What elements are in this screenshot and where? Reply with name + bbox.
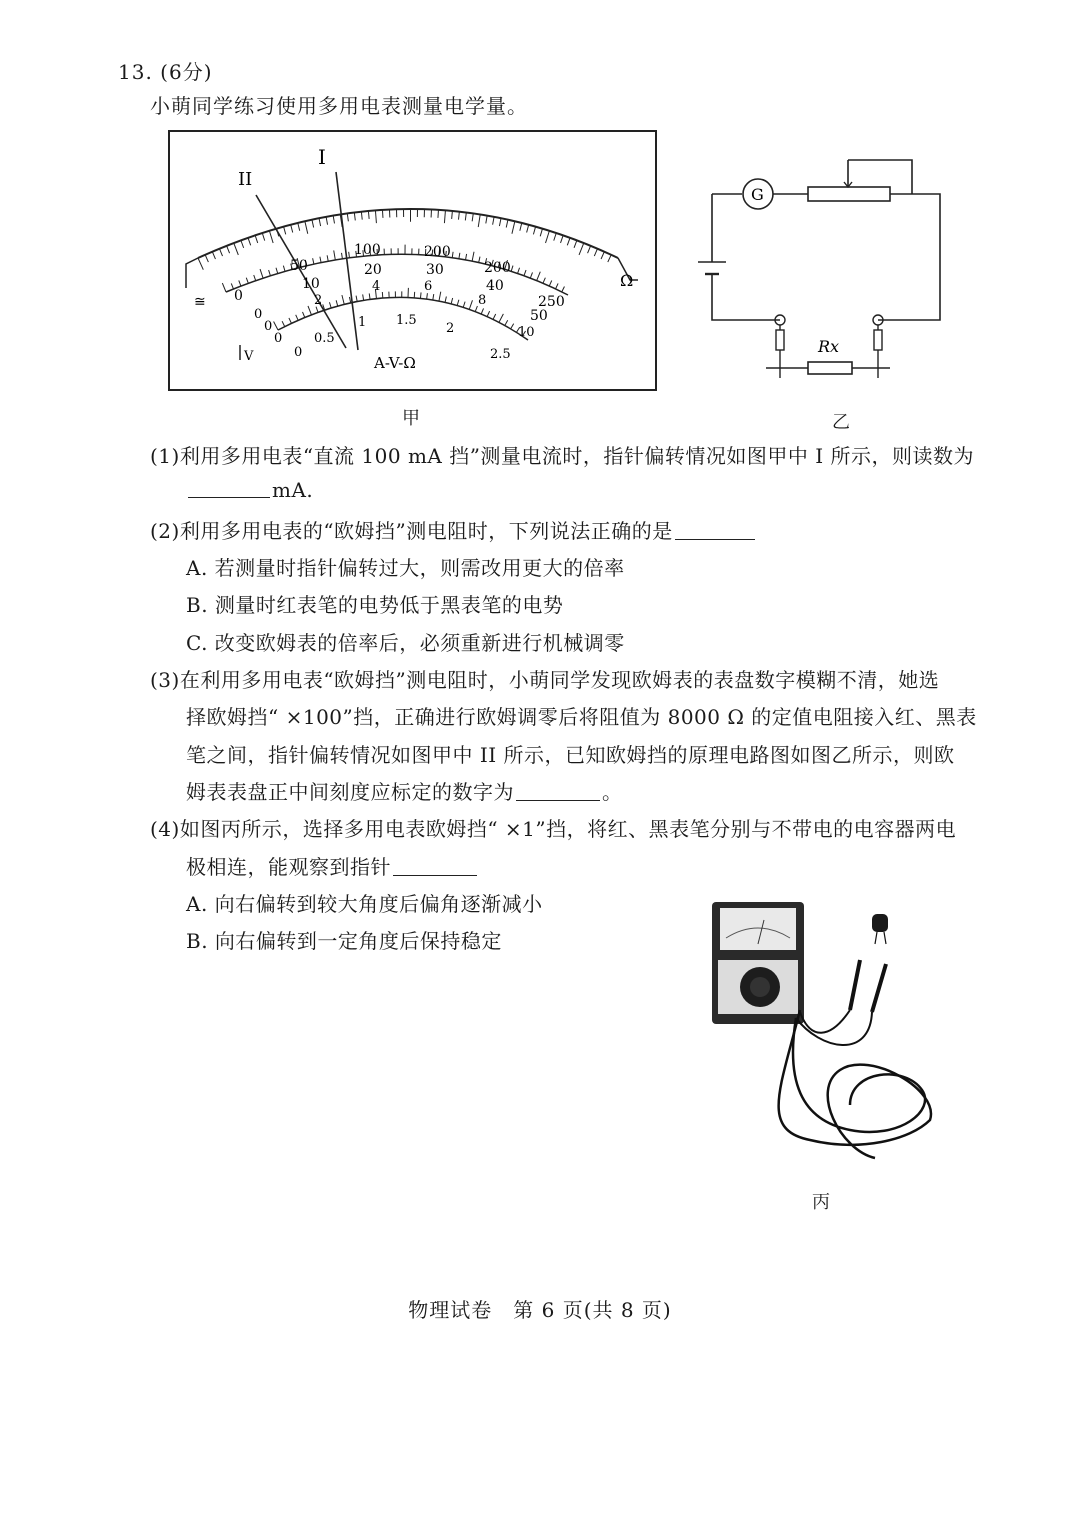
probe-2 xyxy=(872,964,886,1012)
dial-tick xyxy=(276,268,278,274)
ohm-label-250: 250 xyxy=(538,294,565,310)
dial-tick xyxy=(329,302,331,308)
dial-tick xyxy=(303,312,305,318)
dial-tick xyxy=(518,268,520,274)
dial-tick xyxy=(336,300,338,306)
dial-tick xyxy=(511,266,513,272)
dial-tick xyxy=(291,225,293,233)
part3-line4 xyxy=(186,776,623,805)
dial-tick xyxy=(588,246,591,253)
dial-tick xyxy=(608,255,611,262)
dial-tick xyxy=(594,249,597,256)
dial-tick xyxy=(298,223,300,231)
dial-tick xyxy=(342,253,343,259)
dial-tick xyxy=(444,210,445,223)
dial-tick xyxy=(561,235,564,243)
mid-label-30: 30 xyxy=(426,262,444,278)
dial-tick xyxy=(342,295,344,304)
mid-label-20: 20 xyxy=(364,262,382,278)
dial-tick xyxy=(452,252,453,258)
dial-tick xyxy=(262,233,264,241)
dial-tick xyxy=(486,216,487,224)
v-label-0: 0 xyxy=(294,345,303,360)
dial-tick xyxy=(326,217,327,225)
part1-answer-line xyxy=(186,478,313,502)
resistor-rx xyxy=(808,362,852,374)
dial-tick xyxy=(356,296,357,302)
dial-tick xyxy=(438,210,439,218)
dial-tick xyxy=(445,297,446,303)
dial-tick xyxy=(320,257,321,263)
pointer-II-label: II xyxy=(238,169,253,190)
dial-center-label: A-V-Ω xyxy=(374,354,416,372)
part4-question-end: 极相连，能观察到指针 xyxy=(186,855,391,879)
dial-tick xyxy=(254,275,256,281)
dial-tick xyxy=(458,212,459,220)
dial-tick xyxy=(601,252,604,259)
ohm-label-50: 50 xyxy=(290,258,308,274)
dial-tick xyxy=(274,321,278,330)
sub-label-0: 0 xyxy=(254,307,263,322)
dial-tick xyxy=(466,254,467,260)
dial-tick xyxy=(463,302,465,308)
dial-tick xyxy=(333,216,334,224)
figure-jia-caption: 甲 xyxy=(402,408,420,429)
dial-tick xyxy=(556,283,559,288)
sub-label-6: 6 xyxy=(424,279,433,294)
dial-tick xyxy=(533,227,535,235)
figure-yi-circuit xyxy=(690,150,960,390)
part2-answer-blank[interactable] xyxy=(675,538,755,540)
outer-scale-arc xyxy=(198,209,618,258)
part3-line3: 笔之间，指针偏转情况如图甲中 II 所示，已知欧姆挡的原理电路图如图乙所示，则欧 xyxy=(186,743,955,767)
sub-label-2: 2 xyxy=(314,293,323,308)
middle-scale-arc xyxy=(226,254,568,295)
dial-tick xyxy=(361,212,362,220)
dial-tick xyxy=(511,324,514,329)
part3-line2: 择欧姆挡“ ×100”挡，正确进行欧姆调零后将阻值为 8000 Ω 的定值电阻接入红、黑表 xyxy=(186,705,977,729)
dial-tick xyxy=(354,212,355,220)
dial-tick xyxy=(239,280,241,286)
dial-tick xyxy=(255,235,258,243)
part1-line1: (1)利用多用电表“直流 100 mA 挡”测量电流时，指针偏转情况如图甲中 I 所示，则读数为 xyxy=(150,444,975,468)
dial-tick xyxy=(530,272,532,278)
dial-tick xyxy=(524,270,526,276)
dial-tick xyxy=(487,311,489,316)
resistor-rx-label: Rx xyxy=(818,337,840,356)
dial-tick xyxy=(549,280,551,285)
question-number: 13. (6分) xyxy=(118,60,213,84)
dial-tick xyxy=(198,258,203,270)
dial-tick xyxy=(574,240,577,247)
dial-tick xyxy=(520,223,522,231)
dial-tick xyxy=(349,252,350,258)
dial-tick xyxy=(546,231,550,243)
dial-tick xyxy=(212,252,215,259)
ohm-label-200b: 200 xyxy=(484,260,511,276)
dial-tick xyxy=(493,217,494,225)
figure-bing-multimeter-photo xyxy=(700,890,950,1190)
part3-line1: (3)在利用多用电表“欧姆挡”测电阻时，小萌同学发现欧姆表的表盘数字模糊不清，她选 xyxy=(150,668,940,692)
sub-label-8: 8 xyxy=(478,293,487,308)
black-lead xyxy=(779,1010,931,1158)
dial-tick xyxy=(481,308,483,314)
part4-answer-blank[interactable] xyxy=(393,874,477,876)
sub-label-4: 4 xyxy=(372,279,381,294)
dial-tick xyxy=(451,298,452,304)
v-label-2: 2 xyxy=(446,321,455,336)
dial-tick xyxy=(527,225,529,233)
dial-tick xyxy=(284,227,286,235)
dial-tick xyxy=(282,321,285,326)
rheostat xyxy=(808,187,890,201)
part2-option-b: B. 测量时红表笔的电势低于黑表笔的电势 xyxy=(186,593,564,617)
ohm-symbol: Ω xyxy=(620,271,634,290)
dial-tick xyxy=(499,218,501,226)
dial-tick xyxy=(472,213,473,221)
part1-answer-blank[interactable] xyxy=(188,496,270,498)
ac-symbol: ≅ xyxy=(194,294,206,310)
figure-jia-meter-dial xyxy=(168,130,658,392)
mid-label-10: 10 xyxy=(302,276,320,292)
dial-tick xyxy=(305,221,308,233)
dial-tick xyxy=(459,253,460,259)
sub-label-10: 10 xyxy=(518,325,535,340)
dial-tick xyxy=(493,314,496,319)
part2-question: (2)利用多用电表的“欧姆挡”测电阻时，下列说法正确的是 xyxy=(150,519,673,543)
capacitor xyxy=(872,914,888,932)
ohm-label-100: 100 xyxy=(354,242,381,258)
dial-tick xyxy=(312,220,314,228)
dial-tick xyxy=(334,250,336,259)
part4-line1: (4)如图丙所示，选择多用电表欧姆挡“ ×1”挡，将红、黑表笔分别与不带电的电容器两电 xyxy=(150,817,957,841)
part2-option-a: A. 若测量时指针偏转过大，则需改用更大的倍率 xyxy=(186,556,625,580)
dial-tick xyxy=(369,293,370,299)
dial-tick xyxy=(540,229,542,237)
dial-tick xyxy=(289,318,292,323)
dial-tick xyxy=(269,270,271,276)
figure-bing-caption: 丙 xyxy=(812,1192,830,1213)
dial-tick xyxy=(499,314,503,323)
dial-tick xyxy=(349,297,350,303)
part3-answer-blank[interactable] xyxy=(516,799,600,801)
dial-tick xyxy=(308,306,311,315)
dial-tick xyxy=(363,294,364,300)
probe-1 xyxy=(850,960,860,1010)
zero-mark-2: 0 xyxy=(274,331,283,346)
part2-line1 xyxy=(150,515,757,544)
dial-tick xyxy=(439,292,441,301)
v-label-0.5: 0.5 xyxy=(314,331,335,346)
dial-tick xyxy=(313,258,314,264)
dial-tick xyxy=(283,266,285,272)
dial-tick xyxy=(562,286,565,291)
dial-tick xyxy=(222,283,226,292)
dial-tick xyxy=(479,257,480,263)
dial-tick xyxy=(269,231,273,243)
dial-tick xyxy=(469,300,472,309)
mid-label-40: 40 xyxy=(486,278,504,294)
dial-tick xyxy=(375,210,376,223)
dial-tick xyxy=(347,213,348,221)
page-footer: 物理试卷 第 6 页(共 8 页) xyxy=(408,1298,672,1322)
zero-mark-1: 0 xyxy=(264,319,273,334)
galvanometer-label: G xyxy=(751,185,764,204)
v-label-2.5: 2.5 xyxy=(490,347,511,362)
dial-tick xyxy=(227,246,230,253)
dial-tick xyxy=(472,252,474,261)
dial-tick xyxy=(234,243,239,255)
dial-tick xyxy=(427,293,428,299)
part1-unit: mA. xyxy=(272,478,314,502)
dial-tick xyxy=(478,214,480,227)
dial-tick xyxy=(505,320,508,325)
dial-tick xyxy=(246,278,248,284)
v-label-1: 1 xyxy=(358,315,367,330)
ohm-label-200a: 200 xyxy=(424,244,451,260)
dial-tick xyxy=(296,315,298,320)
dial-tick xyxy=(420,292,421,298)
part3-question-end: 姆表表盘正中间刻度应标定的数字为 xyxy=(186,780,514,804)
dial-tick xyxy=(241,240,244,248)
mid-label-50: 50 xyxy=(530,308,548,324)
dial-tick xyxy=(433,294,434,300)
dial-tick xyxy=(457,300,459,306)
part4-option-b: B. 向右偏转到一定角度后保持稳定 xyxy=(186,929,502,953)
dial-tick xyxy=(567,238,570,246)
pointer-I xyxy=(336,172,358,350)
question-intro: 小萌同学练习使用多用电表测量电学量。 xyxy=(150,94,528,118)
figure-yi-caption: 乙 xyxy=(832,412,850,433)
part4-option-a: A. 向右偏转到较大角度后偏角逐渐减小 xyxy=(186,892,543,916)
dial-tick xyxy=(537,272,541,281)
v-symbol: V xyxy=(244,349,254,364)
pointer-I-label: I xyxy=(318,145,326,169)
dial-tick xyxy=(319,218,321,226)
part2-option-c: C. 改变欧姆表的倍率后，必须重新进行机械调零 xyxy=(186,631,625,655)
mid-label-0: 0 xyxy=(234,288,243,304)
dial-tick xyxy=(543,278,545,284)
dial-tick xyxy=(368,211,369,219)
dial-tick xyxy=(512,221,515,233)
dial-tick xyxy=(465,212,466,220)
dial-tick xyxy=(452,211,453,219)
dial-tick xyxy=(554,233,557,241)
dial-tick xyxy=(248,238,251,246)
part4-line2 xyxy=(186,851,479,880)
dial-tick xyxy=(579,243,584,255)
dial-tick xyxy=(506,220,508,228)
dial-tick xyxy=(205,255,208,262)
dial-tick xyxy=(327,255,328,261)
dial-tick xyxy=(260,269,263,278)
dial-tick xyxy=(219,249,222,256)
v-label-1.5: 1.5 xyxy=(396,313,417,328)
part3-period: 。 xyxy=(602,780,623,804)
